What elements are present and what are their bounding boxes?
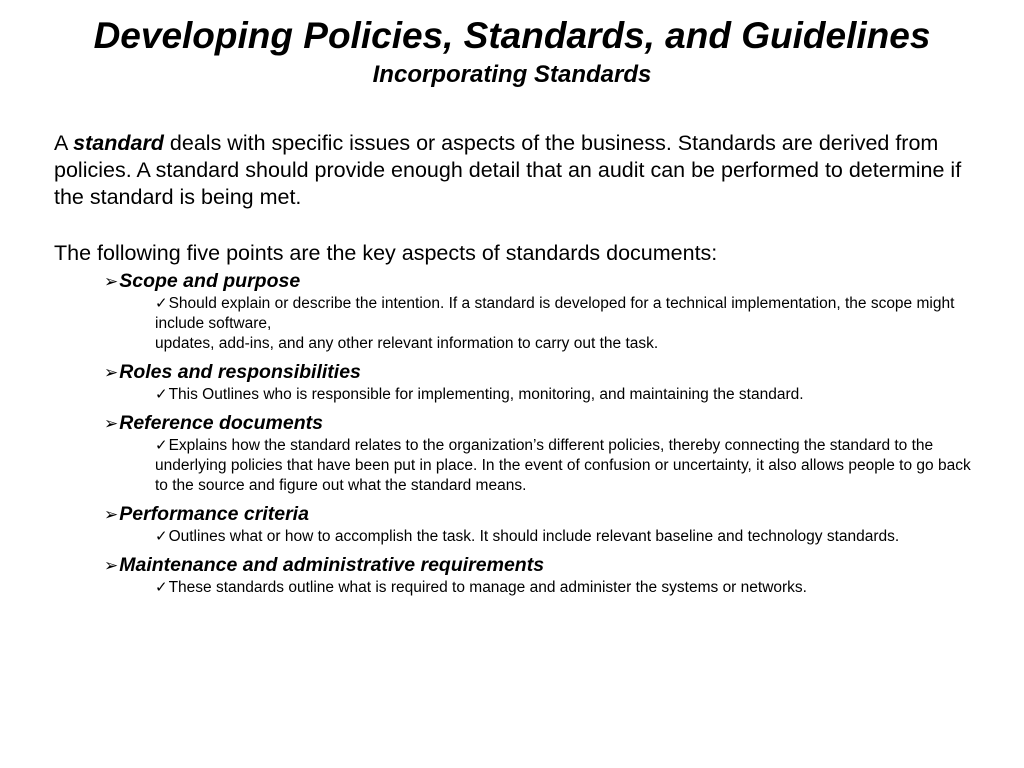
point-heading-text: Roles and responsibilities <box>119 361 361 383</box>
point-detail <box>155 385 985 405</box>
point-heading <box>104 553 974 578</box>
point-heading-text: Reference documents <box>119 412 323 434</box>
point-detail <box>155 578 985 598</box>
slide-subtitle: Incorporating Standards <box>372 61 652 88</box>
arrow-bullet-icon: ➢ <box>104 556 119 575</box>
intro-keyword: standard <box>73 131 164 155</box>
arrow-bullet-icon: ➢ <box>104 363 119 382</box>
point-heading-text: Scope and purpose <box>119 270 301 292</box>
point-detail <box>155 294 985 354</box>
point-detail <box>155 527 985 547</box>
point-heading <box>104 269 974 294</box>
point-detail <box>155 436 985 496</box>
point-detail-text: Should explain or describe the intention. If a standard is developed for a technical implementation, the scope might include software, <box>155 295 955 332</box>
check-bullet-icon: ✓ <box>155 386 168 403</box>
arrow-bullet-icon: ➢ <box>104 505 119 524</box>
point-heading <box>104 502 974 527</box>
check-bullet-icon: ✓ <box>155 437 168 454</box>
point-heading <box>104 411 974 436</box>
check-bullet-icon: ✓ <box>155 295 168 312</box>
point-heading <box>104 360 974 385</box>
paragraph-spacer <box>54 211 974 239</box>
point-heading-text: Performance criteria <box>119 503 309 525</box>
check-bullet-icon: ✓ <box>155 579 168 596</box>
point-detail-text: Outlines what or how to accomplish the task. It should include relevant baseline and technology standards. <box>168 528 900 545</box>
point-detail-text-continued: updates, add-ins, and any other relevant information to carry out the task. <box>155 335 659 352</box>
slide-body <box>54 130 974 604</box>
point-heading-text: Maintenance and administrative requirements <box>119 554 545 576</box>
intro-paragraph <box>54 130 974 211</box>
lead-paragraph: The following five points are the key aspects of standards documents: <box>54 241 718 265</box>
arrow-bullet-icon: ➢ <box>104 414 119 433</box>
intro-prefix: A <box>54 131 74 155</box>
slide-title: Developing Policies, Standards, and Guidelines <box>93 15 931 56</box>
point-detail-text: This Outlines who is responsible for implementing, monitoring, and maintaining the standard. <box>168 386 804 403</box>
arrow-bullet-icon: ➢ <box>104 272 119 291</box>
point-detail-text: Explains how the standard relates to the organization’s different policies, thereby connecting the standard to the underlying policies that have been put in place. In the event of confusion or uncertainty, it also allows people to go back to the source and figure out what the standard means. <box>155 437 971 494</box>
point-detail-text: These standards outline what is required to manage and administer the systems or networks. <box>168 579 807 596</box>
intro-rest: deals with specific issues or aspects of the business. Standards are derived from policies. A standard should provide enough detail that an audit can be performed to determine if the standard is being met. <box>54 131 962 209</box>
check-bullet-icon: ✓ <box>155 528 168 545</box>
slide-title-block <box>0 12 1024 90</box>
